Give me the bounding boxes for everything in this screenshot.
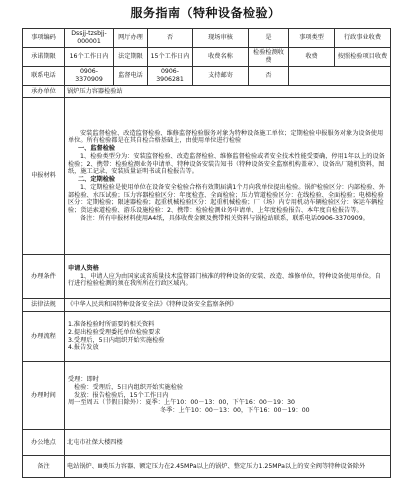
table-row bbox=[23, 255, 391, 299]
conditions-text: 1、申请人应为由国家或省质量技术监督部门核准的特种设备的安装、改造、维修单位，特种设备使用单位。自行进行检验检测的须在我所所在行政区域内。 bbox=[68, 272, 381, 288]
process-content bbox=[65, 312, 391, 362]
label-address: 办公地点 bbox=[23, 430, 65, 456]
value-remark: 电站锅炉、Ⅲ类压力容器、额定压力在2.45MPa以上的锅炉、整定压力1.25MPa以上的安全阀等特种设备除外 bbox=[65, 456, 391, 478]
value-onsite: 是 bbox=[249, 29, 289, 48]
label-remark: 备注 bbox=[23, 456, 65, 478]
process-step: 3.受理后，5日内组织开始实施检验 bbox=[68, 336, 165, 344]
table-row bbox=[23, 98, 391, 255]
value-phone: 0906-3370909 bbox=[65, 67, 114, 86]
table-row bbox=[23, 362, 391, 430]
process-step: 2.提出检验受理委托单位检验要求 bbox=[68, 328, 161, 336]
label-onsite: 现场审核 bbox=[193, 29, 249, 48]
label-process: 办理流程 bbox=[23, 312, 65, 362]
value-legal: 15个工作日内 bbox=[148, 48, 193, 67]
value-supervise: 0906-3906281 bbox=[148, 67, 193, 86]
table-row bbox=[23, 312, 391, 362]
empty-cell bbox=[289, 67, 391, 86]
materials-content bbox=[65, 98, 391, 255]
label-legal: 法定期限 bbox=[114, 48, 148, 67]
label-promise: 承诺期限 bbox=[23, 48, 65, 67]
timing-line: 发放：报告检验后，15个工作日内 bbox=[74, 391, 169, 399]
materials-intro: 安装监督检验、改造监督检验、维修监督检验服务对象为特种设备施工单位；定期检验申报服务对象为设备使用单位。所有检验都是在其自检合格基础上，由使用单位进行检验 bbox=[68, 129, 384, 145]
value-promise: 16个工作日内 bbox=[65, 48, 114, 67]
table-row bbox=[23, 67, 391, 86]
label-unit: 承办单位 bbox=[23, 86, 65, 98]
page-title: 服务指南（特种设备检验） bbox=[130, 6, 281, 20]
label-law: 法律法规 bbox=[23, 299, 65, 312]
table-row bbox=[23, 299, 391, 312]
value-mail: 否 bbox=[249, 67, 289, 86]
timing-content bbox=[65, 362, 391, 430]
value-fee-name: 检验检测收费 bbox=[249, 48, 289, 67]
timing-line: 冬季：上午10：00－13：00，下午16：00－19：00 bbox=[160, 407, 310, 415]
label-fee-name: 收费名称 bbox=[193, 48, 249, 67]
process-step: 1.准备检验时所需要的相关资料 bbox=[68, 321, 155, 328]
label-supervise: 监督电话 bbox=[114, 67, 148, 86]
label-item-code: 事项编码 bbox=[23, 29, 65, 48]
value-online: 否 bbox=[148, 29, 193, 48]
value-fee: 按照检验项目收费 bbox=[335, 48, 391, 67]
label-materials: 申报材料 bbox=[23, 98, 65, 255]
value-type: 行政事业收费 bbox=[335, 29, 391, 48]
materials-sec2: 二、定期检验 bbox=[78, 176, 116, 183]
label-phone: 联系电话 bbox=[23, 67, 65, 86]
conditions-content bbox=[65, 255, 391, 299]
materials-sec1-text: 1、检验类型分为：安装监督检验、改造监督检验、维修监督检验或者安全技术性能受要确，停用1年以上的设备检验；2、携带：检验检测业务申请单、特种设备安装告知书（特种设备安全监察机构盖章）、设备出厂随机资料，图纸，施工记录、安装质量证明书或自检报告等。 bbox=[68, 152, 385, 176]
label-online: 网厅办理 bbox=[114, 29, 148, 48]
value-law: 《中华人民共和国特种设备安全法》《特种设备安全监察条例》 bbox=[65, 299, 391, 312]
table-row bbox=[23, 86, 391, 98]
value-item-code: Dssjj-tzsbjj-000001 bbox=[65, 29, 114, 48]
process-step: 4.报告发放 bbox=[68, 344, 99, 352]
value-unit: 锅炉压力容器检验站 bbox=[65, 86, 391, 98]
materials-sec1: 一、监督检验 bbox=[78, 145, 116, 152]
label-type: 事项类型 bbox=[289, 29, 335, 48]
value-address: 北屯市社保大楼四楼 bbox=[65, 430, 391, 456]
service-guide-table bbox=[22, 28, 391, 478]
conditions-heading: 申请人资格 bbox=[68, 264, 99, 272]
table-row bbox=[23, 48, 391, 67]
timing-line: 受理：即时 bbox=[68, 376, 99, 384]
timing-line: 检验：受理后，5日内组织开始实施检验 bbox=[74, 383, 184, 391]
label-mail: 支持邮寄 bbox=[193, 67, 249, 86]
table-row bbox=[23, 430, 391, 456]
label-timing: 办理时间 bbox=[23, 362, 65, 430]
materials-note: 备注：所有申报材料使用A4纸，具体收费金额及携带相关资料与锅检站联系，联系电话0906-3370909。 bbox=[80, 214, 369, 222]
table-row bbox=[23, 29, 391, 48]
label-fee: 收费 bbox=[289, 48, 335, 67]
materials-sec2-text: 1、定期检验是使用单位在设备安全检验合格有效期届满1个月向我单位提出检验。锅炉检验区分：内部检验、外部检验、水压试验；压力容器检验区分：年度检查、全面检验；压力管道检验区分：在线检验、全面检验；电梯检验区分：定期检验；限速器检验；起重机械检验区分：起重机械检验；厂（场）内专用机动车辆检验区分：客运车辆检验；货运索道检验、游乐设施检验：2、携带：检验检测业务申请单、上年度检验报告、本年度自检报告等。 bbox=[68, 183, 385, 214]
table-row bbox=[23, 456, 391, 478]
label-conditions: 办理条件 bbox=[23, 255, 65, 299]
timing-line: 周一至周五（节假日除外）：夏季：上午10：00－13：00，下午16：00－19：30 bbox=[68, 399, 295, 407]
